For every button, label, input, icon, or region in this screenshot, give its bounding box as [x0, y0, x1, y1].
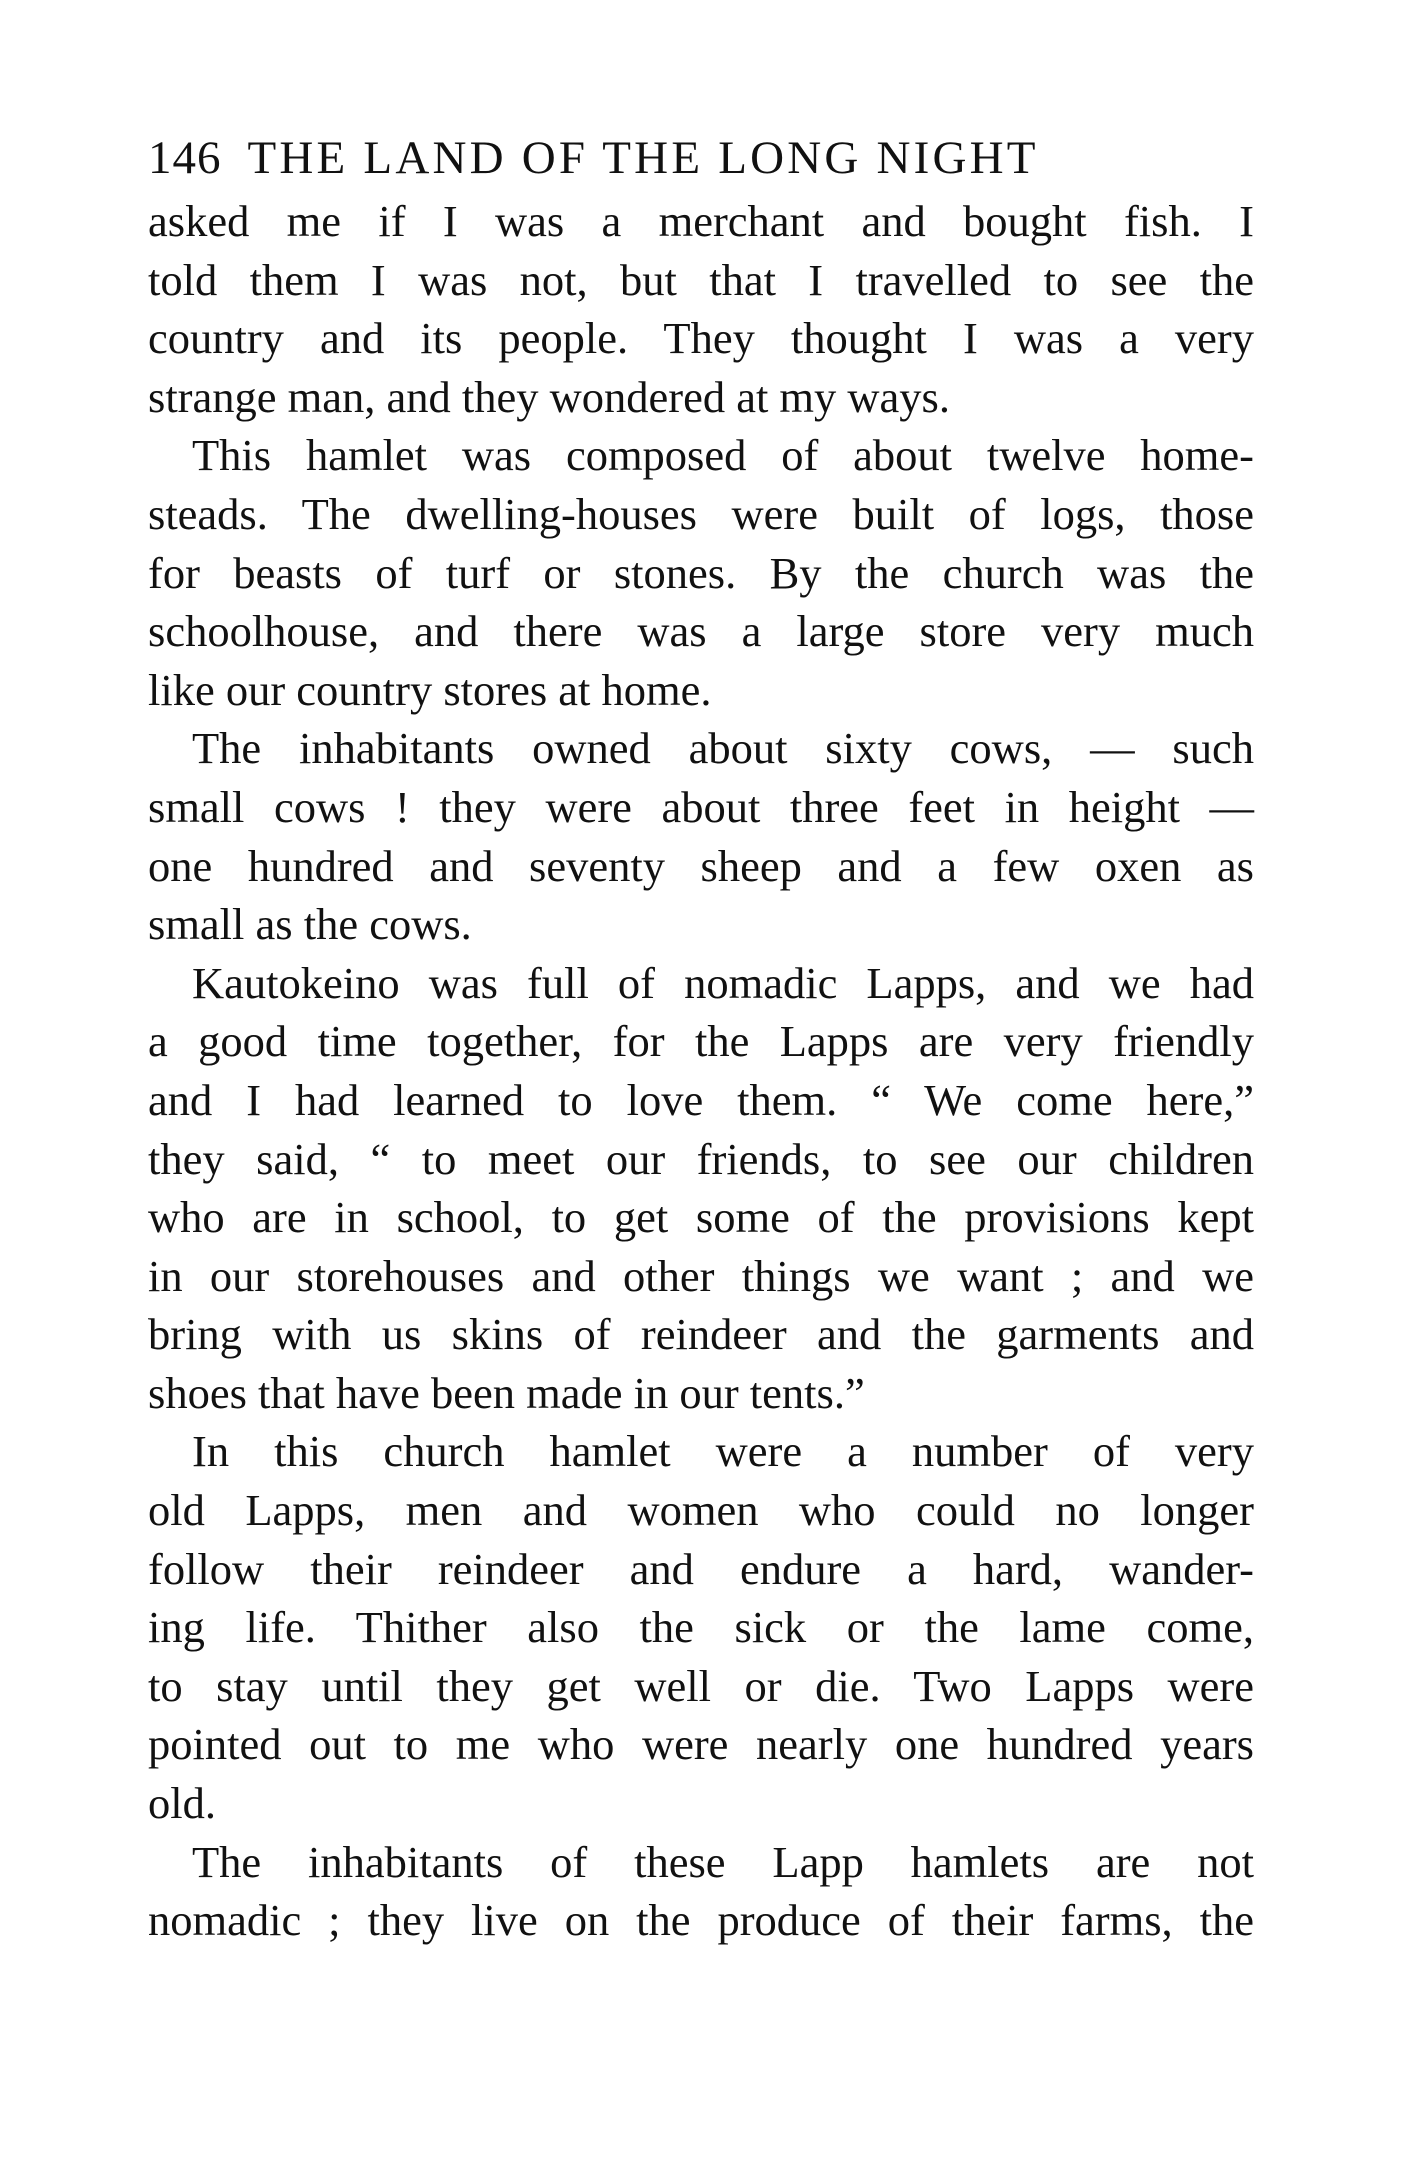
text-line: steads. The dwelling-houses were built of logs, those [148, 488, 1254, 539]
running-title: THE LAND OF THE LONG NIGHT [247, 132, 1039, 184]
text-line: pointed out to me who were nearly one hundred years [148, 1719, 1254, 1770]
text-line: to stay until they get well or die. Two Lapps were [148, 1660, 1254, 1711]
text-line: shoes that have been made in our tents.” [148, 1367, 865, 1418]
text-line: who are in school, to get some of the provisions kept [148, 1192, 1254, 1243]
paragraph-2 [148, 426, 1254, 719]
text-line: ing life. Thither also the sick or the lame come, [148, 1602, 1254, 1653]
text-line: small as the cows. [148, 899, 472, 950]
text-line: old Lapps, men and women who could no longer [148, 1485, 1254, 1536]
text-line: The inhabitants of these Lapp hamlets are not [192, 1836, 1254, 1887]
text-line: told them I was not, but that I travelled to see the [148, 254, 1254, 305]
paragraph-1 [148, 192, 1254, 426]
paragraph-6 [148, 1833, 1254, 1950]
text-line: The inhabitants owned about sixty cows, — such [192, 723, 1254, 774]
text-line: like our country stores at home. [148, 664, 712, 715]
text-line: strange man, and they wondered at my ways. [148, 371, 950, 422]
text-line: one hundred and seventy sheep and a few oxen as [148, 840, 1254, 891]
text-line: Kautokeino was full of nomadic Lapps, and we had [192, 957, 1254, 1008]
text-line: This hamlet was composed of about twelve home- [192, 430, 1254, 481]
text-line: they said, “ to meet our friends, to see our children [148, 1133, 1254, 1184]
text-line: for beasts of turf or stones. By the church was the [148, 547, 1254, 598]
text-line: In this church hamlet were a number of very [192, 1426, 1254, 1477]
text-line: small cows ! they were about three feet in height — [148, 781, 1254, 832]
paragraph-4 [148, 954, 1254, 1423]
text-line: in our storehouses and other things we want ; and we [148, 1250, 1254, 1301]
running-head [148, 128, 1254, 192]
text-line: old. [148, 1778, 216, 1829]
text-line: country and its people. They thought I was a very [148, 313, 1254, 364]
book-page [148, 128, 1254, 1950]
text-line: follow their reindeer and endure a hard, wander- [148, 1543, 1254, 1594]
paragraph-3 [148, 719, 1254, 953]
text-line: nomadic ; they live on the produce of their farms, the [148, 1895, 1254, 1946]
paragraph-5 [148, 1422, 1254, 1832]
body-text [148, 192, 1254, 1950]
text-line: asked me if I was a merchant and bought fish. I [148, 196, 1254, 246]
text-line: schoolhouse, and there was a large store very much [148, 606, 1254, 657]
page-number: 146 [148, 132, 222, 184]
text-line: a good time together, for the Lapps are very friendly [148, 1016, 1254, 1067]
text-line: and I had learned to love them. “ We come here,” [148, 1074, 1254, 1125]
text-line: bring with us skins of reindeer and the garments and [148, 1309, 1254, 1360]
